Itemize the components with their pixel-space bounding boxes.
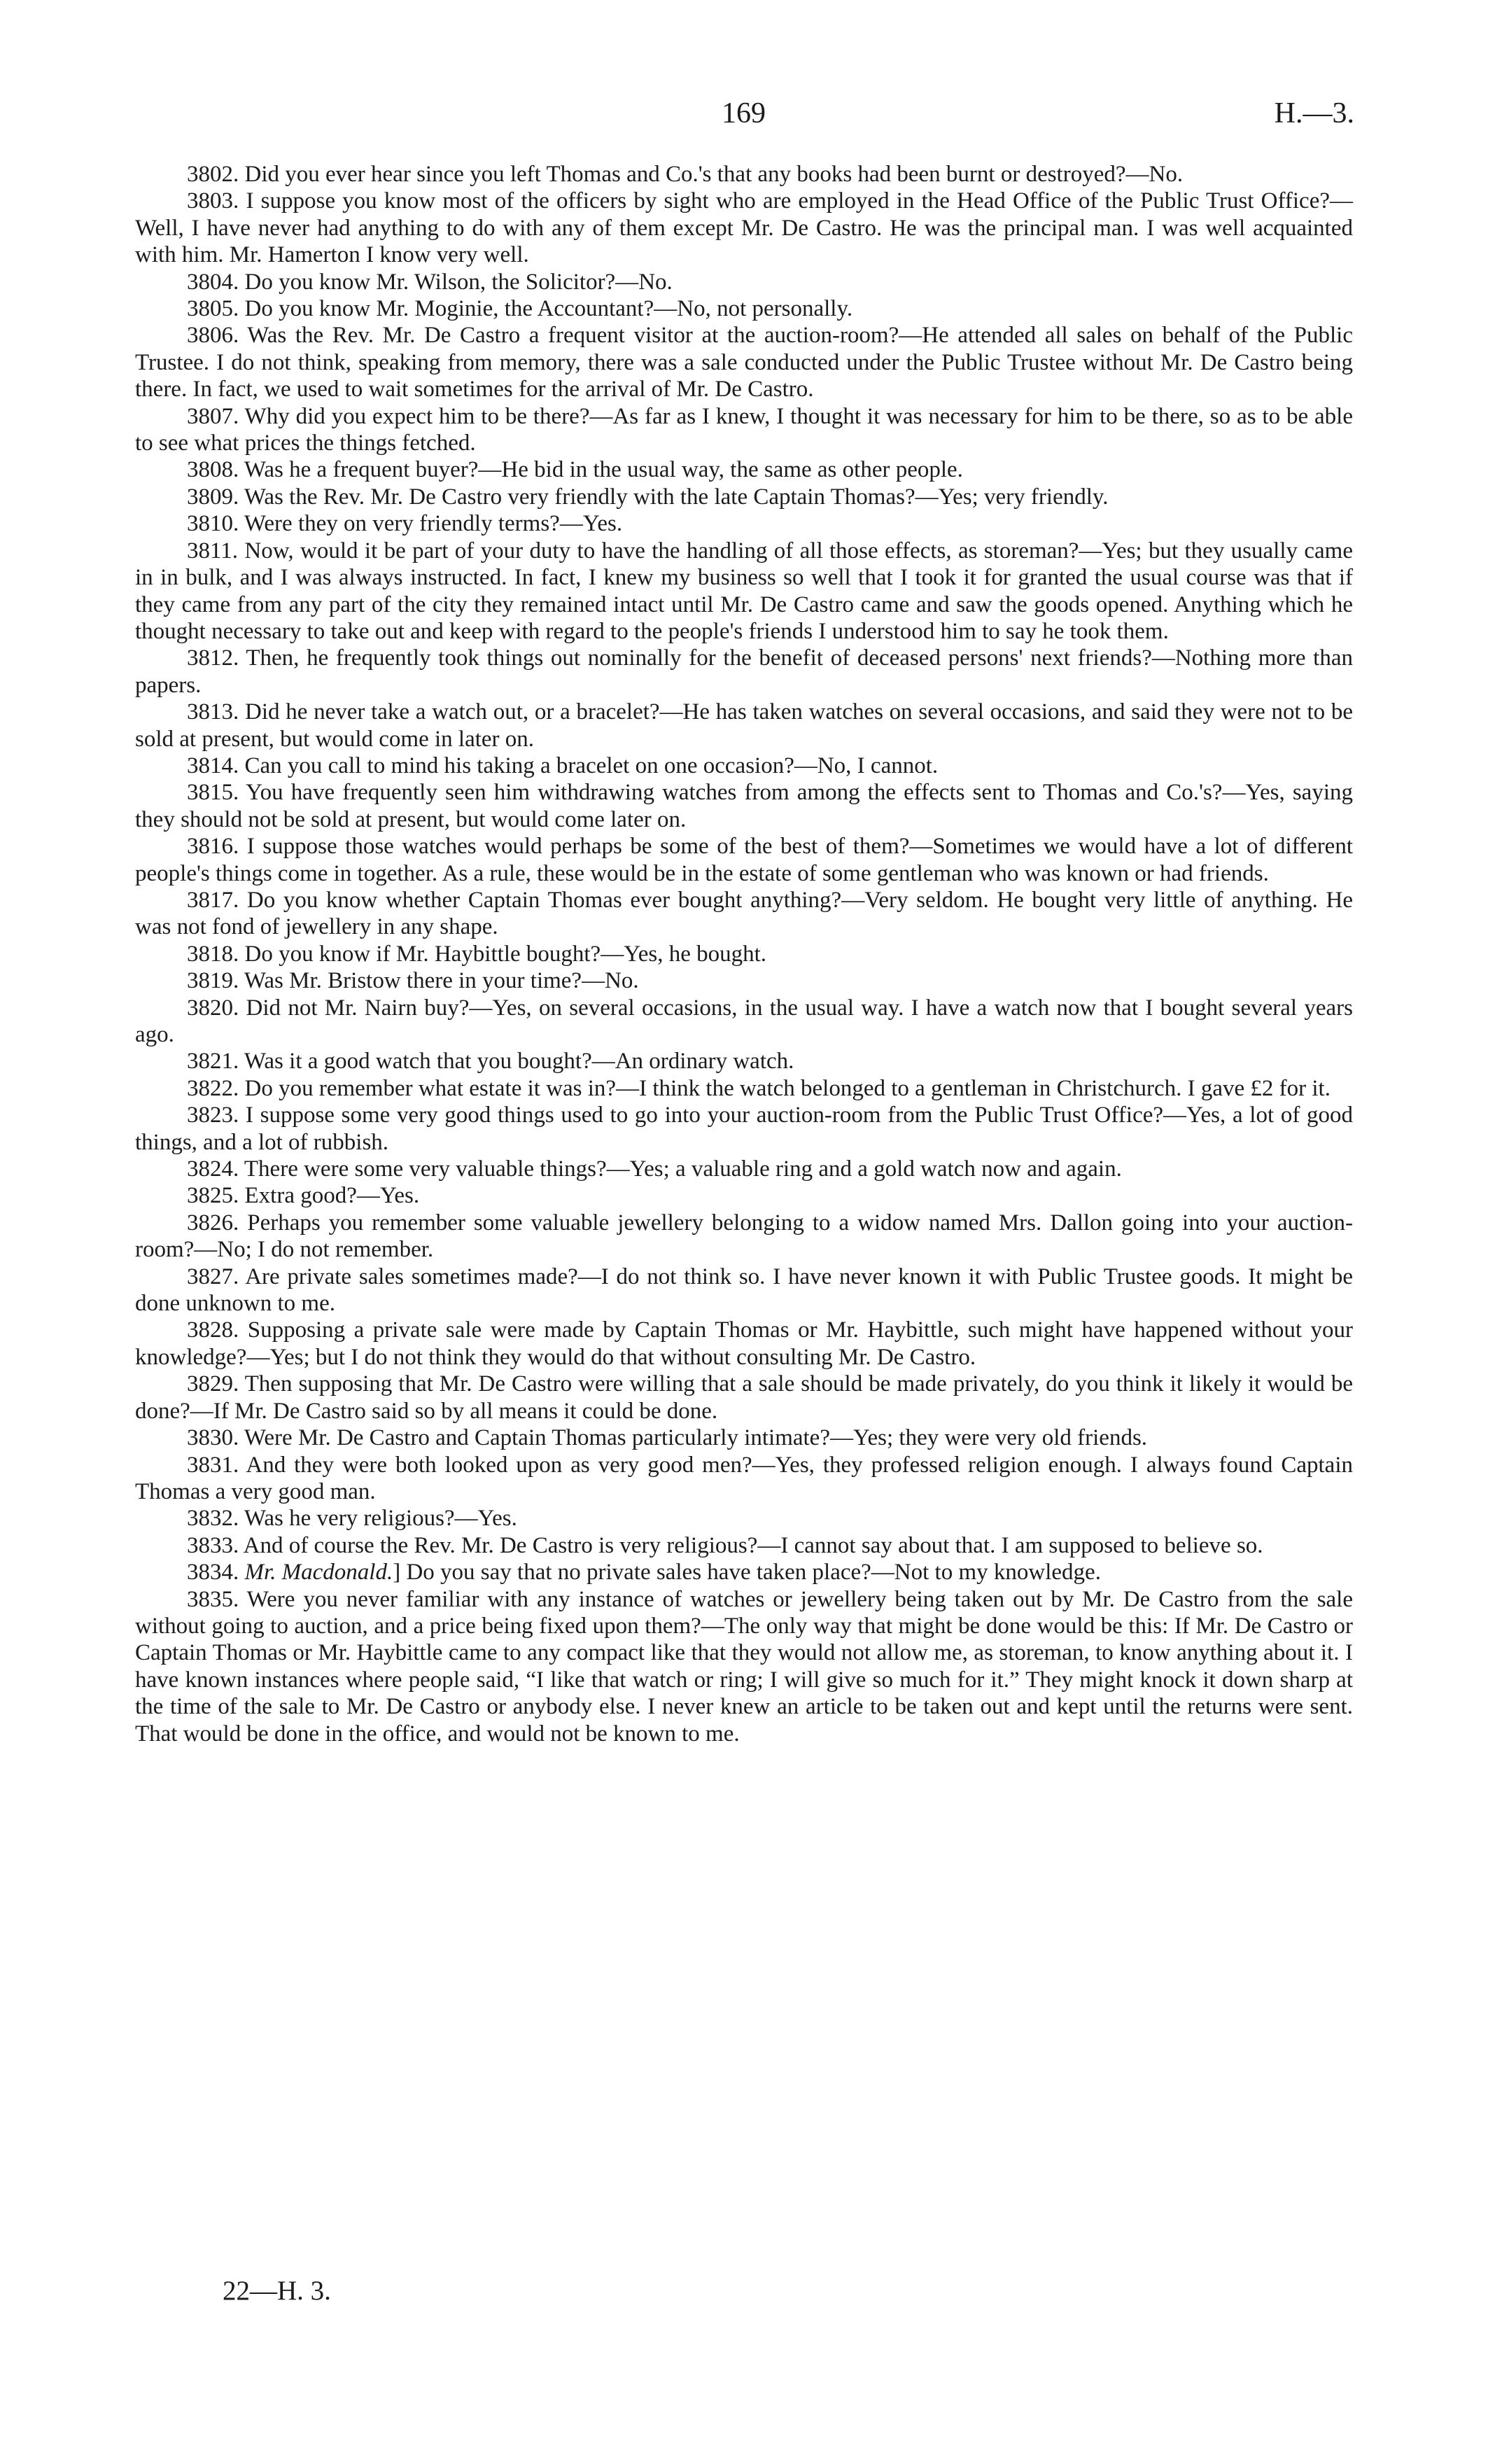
question-answer-3831: 3831. And they were both looked upon as very good men?—Yes, they professed religion enough. I always found Captain Thomas a very good man. — [135, 1452, 1353, 1504]
question-answer-3809: 3809. Was the Rev. Mr. De Castro very friendly with the late Captain Thomas?—Yes; very friendly. — [187, 484, 1109, 510]
question-answer-3816: 3816. I suppose those watches would perhaps be some of the best of them?—Sometimes we would have a lot of different people's things come in together. As a rule, these would be in the estate of some gentleman who was known or had friends. — [135, 834, 1353, 886]
question-answer-3821: 3821. Was it a good watch that you bought?—An ordinary watch. — [187, 1049, 794, 1074]
testimony-body — [135, 161, 1353, 1747]
page-header — [133, 97, 1354, 139]
question-answer-3804: 3804. Do you know Mr. Wilson, the Solicitor?—No. — [187, 269, 673, 295]
question-answer-3825: 3825. Extra good?—Yes. — [187, 1183, 420, 1209]
question-answer-3819: 3819. Was Mr. Bristow there in your time?—No. — [187, 968, 639, 994]
question-answer-3835: 3835. Were you never familiar with any instance of watches or jewellery being taken out by Mr. De Castro from the sale without going to auction, and a price being fixed upon them?—The only way that might be done would be this: If Mr. De Castro or Captain Thomas or Mr. Haybittle came to any compact like that they would not allow me, as storeman, to know anything about it. I have known instances where people said, “I like that watch or ring; I will give so much for it.” They might knock it down sharp at the time of the sale to Mr. De Castro or anybody else. I never knew an article to be taken out and kept until the returns were sent. That would be done in the office, and would not be known to me. — [135, 1586, 1353, 1746]
page-footer-signature: 22—H. 3. — [223, 2276, 331, 2306]
question-answer-3806: 3806. Was the Rev. Mr. De Castro a frequent visitor at the auction-room?—He attended all sales on behalf of the Public Trustee. I do not think, speaking from memory, there was a sale conducted under the Public Trustee without Mr. De Castro being there. In fact, we used to wait sometimes for the arrival of Mr. De Castro. — [135, 323, 1353, 402]
question-answer-3833: 3833. And of course the Rev. Mr. De Castro is very religious?—I cannot say about that. I am supposed to believe so. — [187, 1532, 1263, 1558]
question-answer-3808: 3808. Was he a frequent buyer?—He bid in the usual way, the same as other people. — [187, 457, 963, 483]
question-answer-3824: 3824. There were some very valuable things?—Yes; a valuable ring and a gold watch now and again. — [187, 1156, 1122, 1182]
question-answer-3832: 3832. Was he very religious?—Yes. — [187, 1506, 517, 1532]
page-number: 169 — [722, 97, 766, 130]
question-answer-3822: 3822. Do you remember what estate it was in?—I think the watch belonged to a gentleman in Christchurch. I gave £2 for it. — [187, 1075, 1331, 1101]
question-answer-3828: 3828. Supposing a private sale were made by Captain Thomas or Mr. Haybittle, such might have happened without your knowledge?—Yes; but I do not think they would do that without consulting Mr. De Castro. — [135, 1317, 1353, 1370]
report-reference: H.—3. — [1274, 97, 1354, 130]
question-answer-3803: 3803. I suppose you know most of the officers by sight who are employed in the Head Office of the Public Trust Office?—Well, I have never had anything to do with any of them except Mr. De Castro. He was the principal man. I was well acquainted with him. Mr. Hamerton I know very well. — [135, 188, 1353, 268]
question-answer-3807: 3807. Why did you expect him to be there?—As far as I knew, I thought it was necessary for him to be there, so as to be able to see what prices the things fetched. — [135, 403, 1353, 456]
paragraph-number: 3834. — [187, 1560, 239, 1586]
question-answer-3834 — [135, 1559, 1353, 1586]
question-answer-3811: 3811. Now, would it be part of your duty to have the handling of all those effects, as storeman?—Yes; but they usually came in in bulk, and I was always instructed. In fact, I knew my business so well that I took it for granted the usual course was that if they came from any part of the city they remained intact until Mr. De Castro came and saw the goods opened. Anything which he thought necessary to take out and keep with regard to the people's friends I understood him to say he took them. — [135, 538, 1353, 644]
question-answer-3823: 3823. I suppose some very good things used to go into your auction-room from the Public Trust Office?—Yes, a lot of good things, and a lot of rubbish. — [135, 1102, 1353, 1155]
question-answer-3817: 3817. Do you know whether Captain Thomas ever bought anything?—Very seldom. He bought very little of anything. He was not fond of jewellery in any shape. — [135, 887, 1353, 940]
question-answer-3829: 3829. Then supposing that Mr. De Castro were willing that a sale should be made privately, do you think it likely it would be done?—If Mr. De Castro said so by all means it could be done. — [135, 1371, 1353, 1424]
question-answer-3802: 3802. Did you ever hear since you left Thomas and Co.'s that any books had been burnt or destroyed?—No. — [187, 162, 1184, 187]
paragraph-text: ] Do you say that no private sales have taken place?—Not to my knowledge. — [393, 1560, 1101, 1586]
question-answer-3812: 3812. Then, he frequently took things out nominally for the benefit of deceased persons' next friends?—Nothing more than papers. — [135, 645, 1353, 698]
speaker-name: Mr. Macdonald. — [244, 1560, 393, 1586]
question-answer-3830: 3830. Were Mr. De Castro and Captain Thomas particularly intimate?—Yes; they were very old friends. — [187, 1425, 1148, 1451]
question-answer-3813: 3813. Did he never take a watch out, or a bracelet?—He has taken watches on several occasions, and said they were not to be sold at present, but would come in later on. — [135, 699, 1353, 752]
question-answer-3826: 3826. Perhaps you remember some valuable jewellery belonging to a widow named Mrs. Dallon going into your auction-room?—No; I do not remember. — [135, 1210, 1353, 1263]
question-answer-3810: 3810. Were they on very friendly terms?—Yes. — [187, 511, 623, 537]
question-answer-3820: 3820. Did not Mr. Nairn buy?—Yes, on several occasions, in the usual way. I have a watch now that I bought several years ago. — [135, 995, 1353, 1047]
question-answer-3818: 3818. Do you know if Mr. Haybittle bought?—Yes, he bought. — [187, 941, 767, 967]
question-answer-3827: 3827. Are private sales sometimes made?—I do not think so. I have never known it with Public Trustee goods. It might be done unknown to me. — [135, 1264, 1353, 1317]
question-answer-3805: 3805. Do you know Mr. Moginie, the Accountant?—No, not personally. — [187, 296, 853, 322]
question-answer-3815: 3815. You have frequently seen him withdrawing watches from among the effects sent to Thomas and Co.'s?—Yes, saying they should not be sold at present, but would come later on. — [135, 780, 1353, 832]
question-answer-3814: 3814. Can you call to mind his taking a bracelet on one occasion?—No, I cannot. — [187, 752, 939, 778]
